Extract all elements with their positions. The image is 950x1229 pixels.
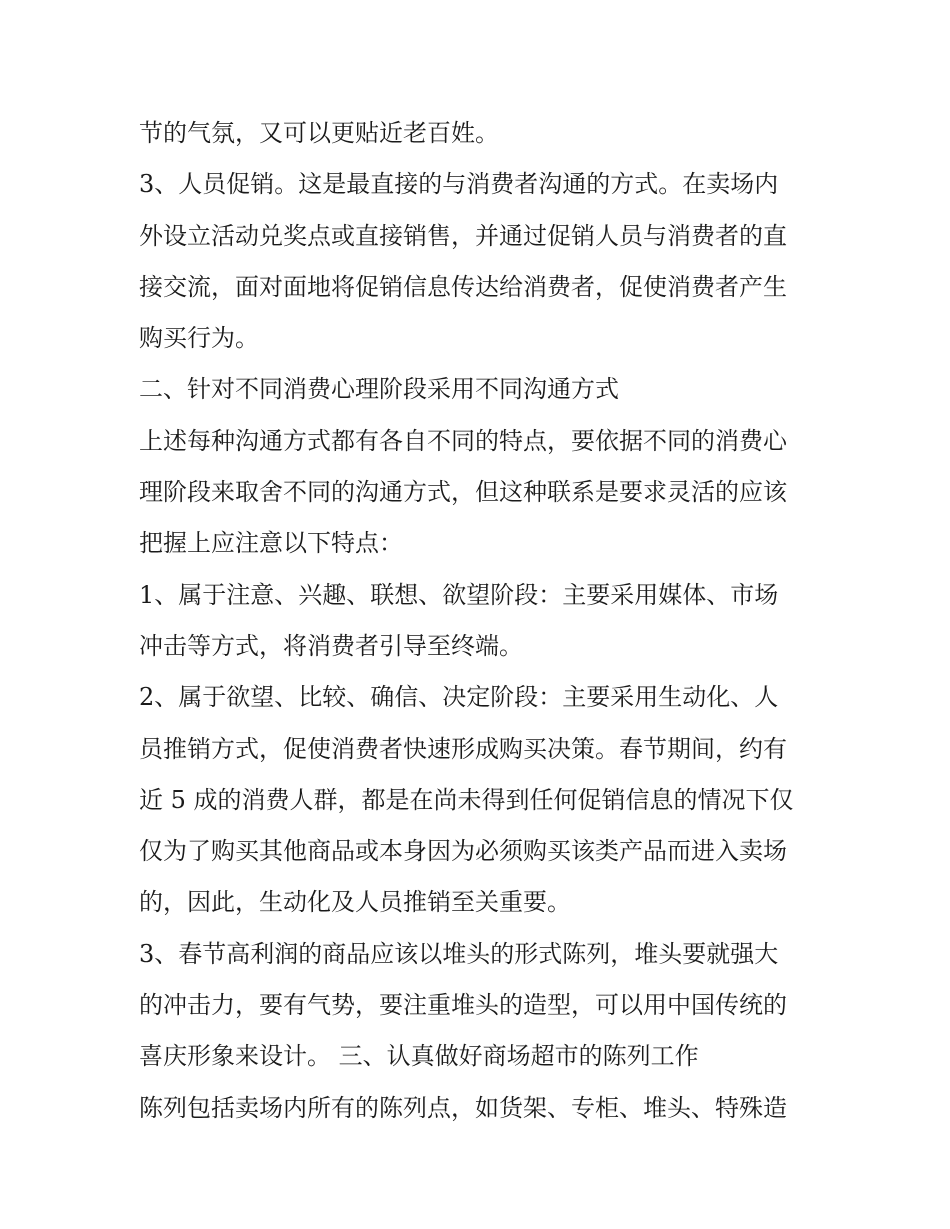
text-line: 外设立活动兑奖点或直接销售，并通过促销人员与消费者的直 — [139, 221, 787, 250]
text-line: 近 5 成的消费人群，都是在尚未得到任何促销信息的情况下仅 — [139, 785, 794, 814]
text-line: 陈列包括卖场内所有的陈列点，如货架、专柜、堆头、特殊造 — [139, 1093, 787, 1122]
text-line: 喜庆形象来设计。 三、认真做好商场超市的陈列工作 — [139, 1042, 699, 1071]
text-line: 1、属于注意、兴趣、联想、欲望阶段：主要采用媒体、市场 — [139, 580, 779, 609]
text-line: 上述每种沟通方式都有各自不同的特点，要依据不同的消费心 — [139, 426, 787, 455]
section-heading: 二、针对不同消费心理阶段采用不同沟通方式 — [139, 375, 619, 404]
text-line: 的，因此，生动化及人员推销至关重要。 — [139, 888, 571, 917]
text-line: 理阶段来取舍不同的沟通方式，但这种联系是要求灵活的应该 — [139, 478, 787, 507]
text-line: 接交流，面对面地将促销信息传达给消费者，促使消费者产生 — [139, 272, 787, 301]
text-line: 冲击等方式，将消费者引导至终端。 — [139, 631, 523, 660]
body-text — [139, 108, 819, 1134]
text-line: 员推销方式，促使消费者快速形成购买决策。春节期间，约有 — [139, 734, 787, 763]
text-line: 仅为了购买其他商品或本身因为必须购买该类产品而进入卖场 — [139, 837, 787, 866]
text-line: 购买行为。 — [139, 324, 259, 353]
text-line: 3、春节高利润的商品应该以堆头的形式陈列，堆头要就强大 — [139, 939, 779, 968]
text-line: 把握上应注意以下特点： — [139, 529, 403, 558]
text-line: 2、属于欲望、比较、确信、决定阶段：主要采用生动化、人 — [139, 683, 779, 712]
text-line: 的冲击力，要有气势，要注重堆头的造型，可以用中国传统的 — [139, 991, 787, 1020]
text-line: 节的气氛，又可以更贴近老百姓。 — [139, 119, 499, 147]
text-line: 3、人员促销。这是最直接的与消费者沟通的方式。在卖场内 — [139, 170, 779, 199]
